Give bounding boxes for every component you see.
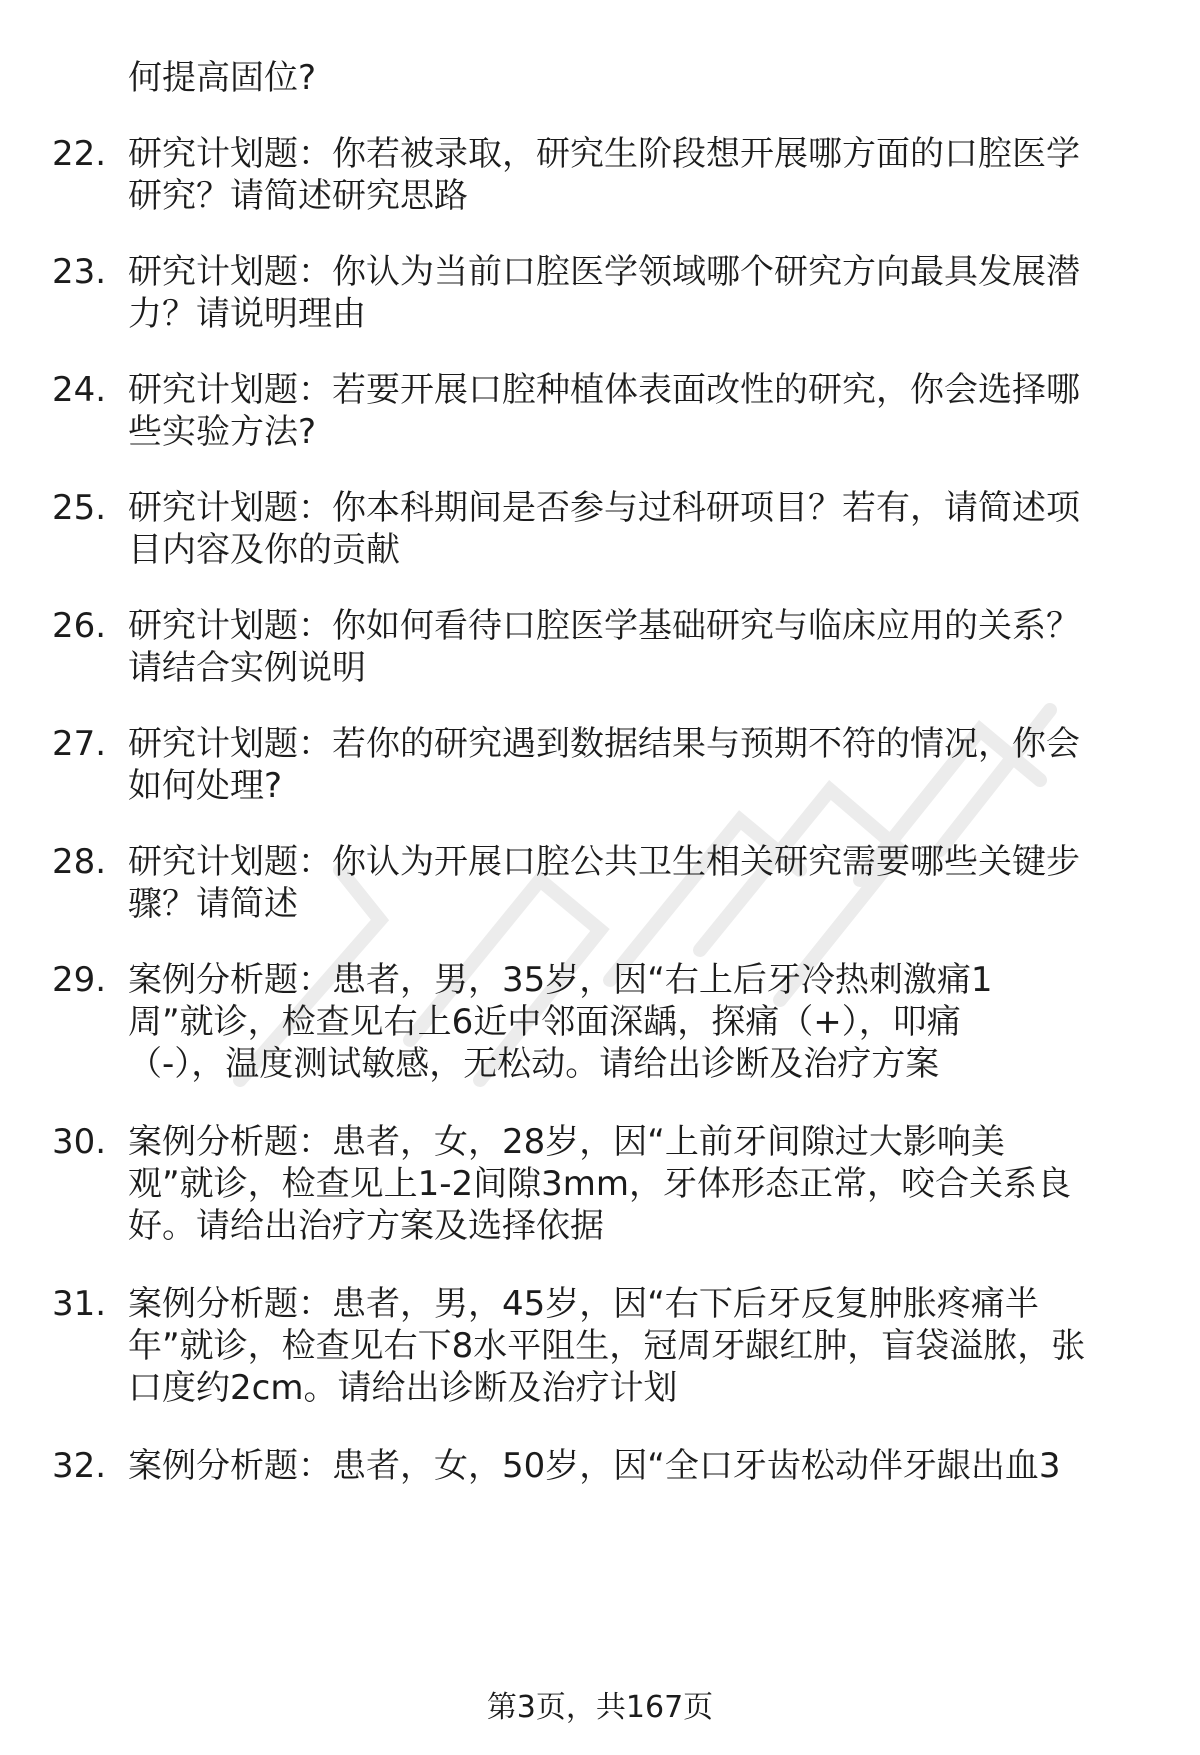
question-line: 目内容及你的贡献 [128,530,400,570]
question-number: 28. [52,842,107,882]
question-number: 31. [52,1284,107,1324]
question-line: 研究计划题：若要开展口腔种植体表面改性的研究，你会选择哪 [128,370,1080,410]
question-line: 周”就诊，检查见右上6近中邻面深龋，探痛（+），叩痛 [128,1002,961,1042]
question-number: 25. [52,488,107,528]
question-line: 研究计划题：你若被录取，研究生阶段想开展哪方面的口腔医学 [128,134,1080,174]
page-footer: 第3页，共167页 [486,1690,714,1725]
question-number: 27. [52,724,107,764]
question-number: 32. [52,1446,107,1486]
question-line: 案例分析题：患者，女，50岁，因“全口牙齿松动伴牙龈出血3 [128,1446,1061,1486]
question-line: （-），温度测试敏感，无松动。请给出诊断及治疗方案 [128,1044,940,1084]
question-line: 口度约2cm。请给出诊断及治疗计划 [128,1368,678,1408]
question-number: 23. [52,252,107,292]
question-line: 骤？请简述 [128,884,298,924]
question-line: 案例分析题：患者，男，35岁，因“右上后牙冷热刺激痛1 [128,960,993,1000]
question-line: 研究计划题：你如何看待口腔医学基础研究与临床应用的关系？ [128,606,1080,646]
question-line: 研究？请简述研究思路 [128,176,468,216]
question-line: 研究计划题：若你的研究遇到数据结果与预期不符的情况，你会 [128,724,1080,764]
question-line: 研究计划题：你认为开展口腔公共卫生相关研究需要哪些关键步 [128,842,1080,882]
question-line: 些实验方法? [128,412,317,452]
question-line: 研究计划题：你本科期间是否参与过科研项目？若有，请简述项 [128,488,1080,528]
question-line: 如何处理? [128,766,283,806]
question-line: 案例分析题：患者，男，45岁，因“右下后牙反复肿胀疼痛半 [128,1284,1039,1324]
question-number: 29. [52,960,107,1000]
question-line: 年”就诊，检查见右下8水平阻生，冠周牙龈红肿，盲袋溢脓，张 [128,1326,1086,1366]
question-line: 请结合实例说明 [128,648,366,688]
question-line: 好。请给出治疗方案及选择依据 [128,1206,604,1246]
continuation-line: 何提高固位? [128,58,317,98]
question-number: 30. [52,1122,107,1162]
question-number: 26. [52,606,107,646]
question-line: 研究计划题：你认为当前口腔医学领域哪个研究方向最具发展潜 [128,252,1080,292]
question-line: 力？请说明理由 [128,294,366,334]
question-number: 24. [52,370,107,410]
question-line: 观”就诊，检查见上1-2间隙3mm，牙体形态正常，咬合关系良 [128,1164,1072,1204]
question-line: 案例分析题：患者，女，28岁，因“上前牙间隙过大影响美 [128,1122,1005,1162]
question-number: 22. [52,134,107,174]
